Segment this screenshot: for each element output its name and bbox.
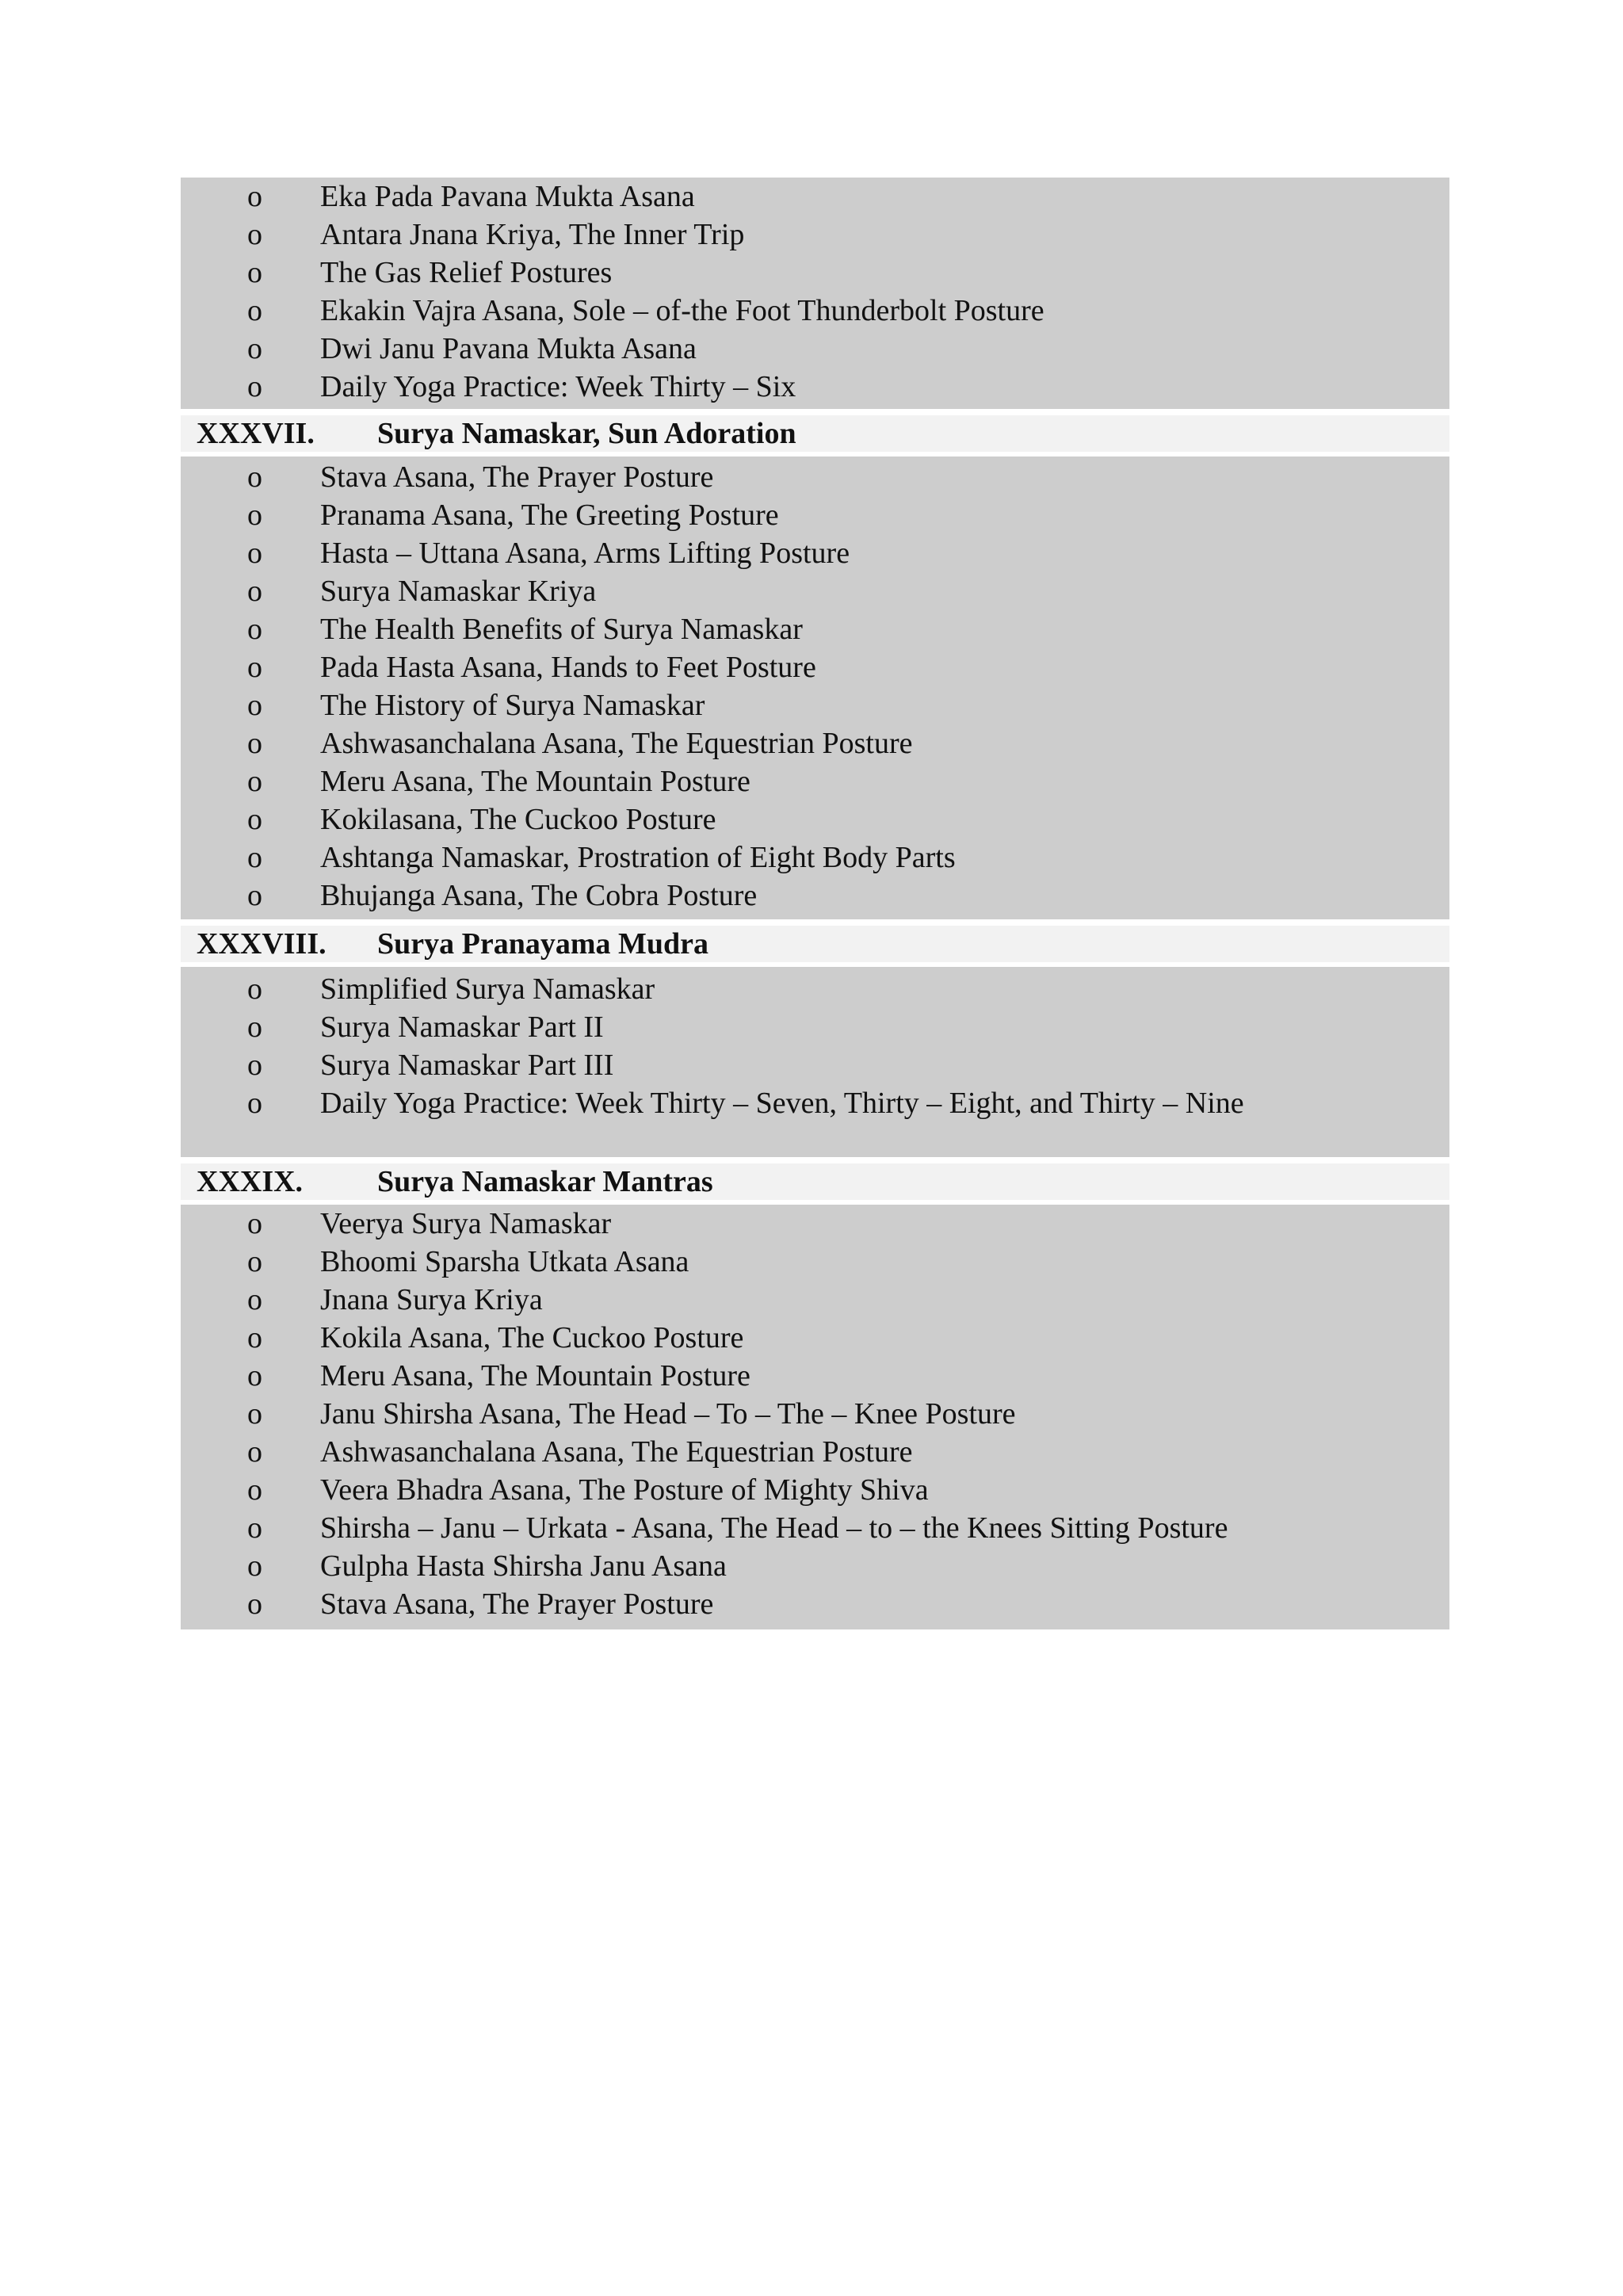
list-item-text: The Health Benefits of Surya Namaskar bbox=[320, 613, 803, 646]
list-item-text: Surya Namaskar Kriya bbox=[320, 575, 597, 608]
list-item bbox=[181, 877, 1449, 915]
bullet: o bbox=[247, 256, 262, 289]
list-item bbox=[181, 368, 1449, 406]
list-item bbox=[181, 1243, 1449, 1281]
list-item-text: Gulpha Hasta Shirsha Janu Asana bbox=[320, 1549, 727, 1583]
list-item bbox=[181, 178, 1449, 216]
list-item-text: Pada Hasta Asana, Hands to Feet Posture bbox=[320, 651, 816, 684]
bullet: o bbox=[247, 972, 262, 1006]
list-item-text: Ashtanga Namaskar, Prostration of Eight Body Parts bbox=[320, 841, 956, 874]
section-items-continued bbox=[181, 178, 1449, 409]
section-heading bbox=[181, 1163, 1449, 1200]
list-item-text: Surya Namaskar Part III bbox=[320, 1049, 614, 1082]
list-item bbox=[181, 1585, 1449, 1623]
section-items bbox=[181, 1205, 1449, 1629]
list-item bbox=[181, 648, 1449, 686]
list-item bbox=[181, 292, 1449, 330]
bullet: o bbox=[247, 1283, 262, 1316]
list-item bbox=[181, 1547, 1449, 1585]
bullet: o bbox=[247, 1435, 262, 1469]
list-item-text: Meru Asana, The Mountain Posture bbox=[320, 1359, 750, 1392]
list-item-text: Simplified Surya Namaskar bbox=[320, 972, 655, 1006]
section-title: Surya Pranayama Mudra bbox=[377, 927, 708, 961]
list-item bbox=[181, 1046, 1449, 1084]
list-item bbox=[181, 1395, 1449, 1433]
section-title: Surya Namaskar Mantras bbox=[377, 1165, 713, 1198]
list-item bbox=[181, 610, 1449, 648]
bullet: o bbox=[247, 218, 262, 251]
list-item bbox=[181, 1319, 1449, 1357]
document-content bbox=[181, 178, 1449, 1629]
list-item bbox=[181, 686, 1449, 724]
bullet: o bbox=[247, 1587, 262, 1621]
list-item bbox=[181, 1471, 1449, 1509]
section-items bbox=[181, 967, 1449, 1157]
bullet: o bbox=[247, 370, 262, 403]
bullet: o bbox=[247, 332, 262, 365]
list-item bbox=[181, 800, 1449, 839]
list-item-text: Janu Shirsha Asana, The Head – To – The – Knee Posture bbox=[320, 1397, 1016, 1431]
bullet: o bbox=[247, 651, 262, 684]
bullet: o bbox=[247, 460, 262, 494]
list-item bbox=[181, 839, 1449, 877]
bullet: o bbox=[247, 1010, 262, 1044]
bullet: o bbox=[247, 1473, 262, 1507]
bullet: o bbox=[247, 1549, 262, 1583]
bullet: o bbox=[247, 1511, 262, 1545]
list-item-text: Kokilasana, The Cuckoo Posture bbox=[320, 803, 716, 836]
list-item bbox=[181, 1084, 1449, 1122]
list-item bbox=[181, 572, 1449, 610]
bullet: o bbox=[247, 1321, 262, 1354]
list-item bbox=[181, 1281, 1449, 1319]
list-item bbox=[181, 724, 1449, 762]
bullet: o bbox=[247, 537, 262, 570]
section-numeral: XXXVIII. bbox=[197, 927, 327, 961]
bullet: o bbox=[247, 1207, 262, 1240]
list-item bbox=[181, 330, 1449, 368]
list-item-text: Surya Namaskar Part II bbox=[320, 1010, 604, 1044]
list-item bbox=[181, 534, 1449, 572]
section-items bbox=[181, 457, 1449, 919]
list-item bbox=[181, 496, 1449, 534]
list-item bbox=[181, 1205, 1449, 1243]
bullet: o bbox=[247, 1049, 262, 1082]
bullet: o bbox=[247, 689, 262, 722]
bullet: o bbox=[247, 1359, 262, 1392]
bullet: o bbox=[247, 294, 262, 327]
bullet: o bbox=[247, 841, 262, 874]
list-item bbox=[181, 1008, 1449, 1046]
list-item-text: Meru Asana, The Mountain Posture bbox=[320, 765, 750, 798]
list-item bbox=[181, 1509, 1449, 1547]
bullet: o bbox=[247, 1397, 262, 1431]
bullet: o bbox=[247, 803, 262, 836]
section-heading bbox=[181, 415, 1449, 452]
list-item-text: Veerya Surya Namaskar bbox=[320, 1207, 612, 1240]
list-item-text: Shirsha – Janu – Urkata - Asana, The Head – to – the Knees Sitting Posture bbox=[320, 1511, 1228, 1545]
bullet: o bbox=[247, 727, 262, 760]
bullet: o bbox=[247, 499, 262, 532]
list-item-text: Kokila Asana, The Cuckoo Posture bbox=[320, 1321, 744, 1354]
list-item-text: Ashwasanchalana Asana, The Equestrian Posture bbox=[320, 727, 913, 760]
list-item-text: Veera Bhadra Asana, The Posture of Mighty Shiva bbox=[320, 1473, 929, 1507]
list-item bbox=[181, 458, 1449, 496]
list-item bbox=[181, 254, 1449, 292]
list-item-text: Jnana Surya Kriya bbox=[320, 1283, 543, 1316]
list-item-text: Daily Yoga Practice: Week Thirty – Seven, Thirty – Eight, and Thirty – Nine bbox=[320, 1087, 1244, 1120]
list-item-text: Ashwasanchalana Asana, The Equestrian Posture bbox=[320, 1435, 913, 1469]
bullet: o bbox=[247, 575, 262, 608]
list-item-text: Pranama Asana, The Greeting Posture bbox=[320, 499, 779, 532]
list-item-text: Stava Asana, The Prayer Posture bbox=[320, 1587, 714, 1621]
list-item bbox=[181, 1357, 1449, 1395]
list-item-text: Bhujanga Asana, The Cobra Posture bbox=[320, 879, 758, 912]
list-item bbox=[181, 970, 1449, 1008]
bullet: o bbox=[247, 765, 262, 798]
list-item bbox=[181, 762, 1449, 800]
section-numeral: XXXIX. bbox=[197, 1165, 304, 1198]
list-item-text: The Gas Relief Postures bbox=[320, 256, 613, 289]
list-item-text: Dwi Janu Pavana Mukta Asana bbox=[320, 332, 697, 365]
list-item-text: Antara Jnana Kriya, The Inner Trip bbox=[320, 218, 745, 251]
list-item-text: Stava Asana, The Prayer Posture bbox=[320, 460, 714, 494]
list-item-text: Hasta – Uttana Asana, Arms Lifting Posture bbox=[320, 537, 850, 570]
section-heading bbox=[181, 926, 1449, 962]
section-title: Surya Namaskar, Sun Adoration bbox=[377, 417, 796, 450]
bullet: o bbox=[247, 613, 262, 646]
bullet: o bbox=[247, 1087, 262, 1120]
list-item-text: Eka Pada Pavana Mukta Asana bbox=[320, 180, 695, 213]
bullet: o bbox=[247, 1245, 262, 1278]
bullet: o bbox=[247, 879, 262, 912]
list-item-text: Bhoomi Sparsha Utkata Asana bbox=[320, 1245, 689, 1278]
list-item-text: Daily Yoga Practice: Week Thirty – Six bbox=[320, 370, 796, 403]
bullet: o bbox=[247, 180, 262, 213]
list-item-text: The History of Surya Namaskar bbox=[320, 689, 705, 722]
list-item bbox=[181, 216, 1449, 254]
list-item-text: Ekakin Vajra Asana, Sole – of-the Foot Thunderbolt Posture bbox=[320, 294, 1044, 327]
section-numeral: XXXVII. bbox=[197, 417, 315, 450]
list-item bbox=[181, 1433, 1449, 1471]
